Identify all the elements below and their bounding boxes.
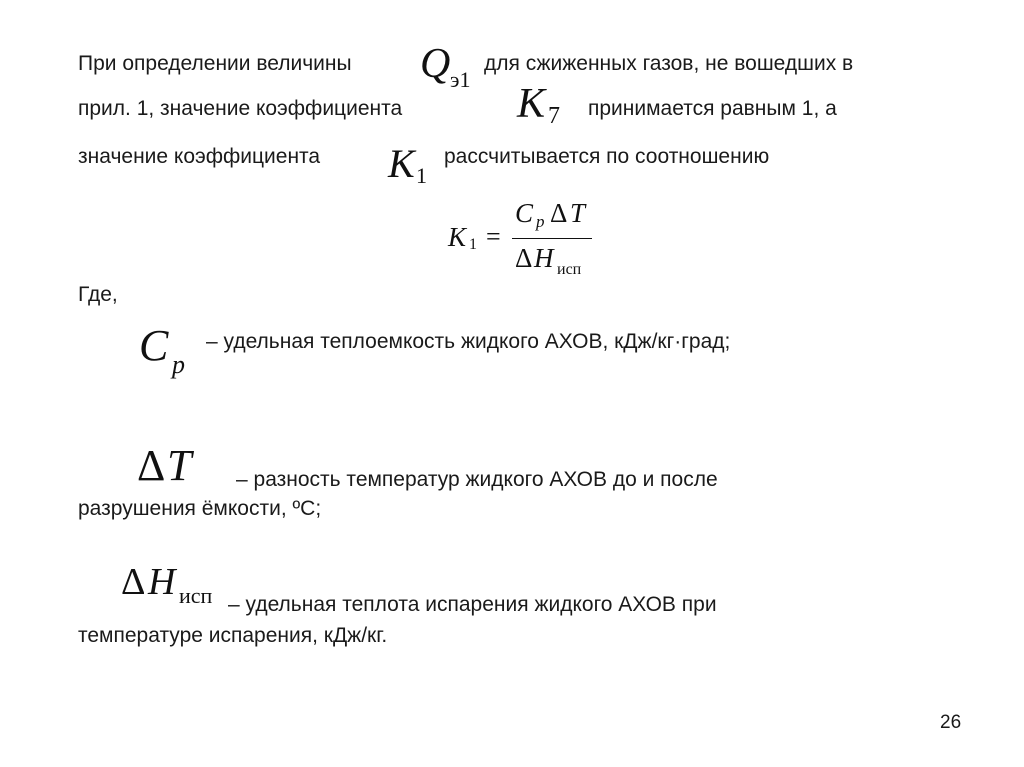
formula-k-subscript: 1 — [469, 236, 477, 253]
def-symbol-h: H — [148, 561, 176, 603]
def-symbol-delta-h: Δ — [121, 561, 146, 603]
formula-k: K — [448, 222, 467, 252]
formula-h: H — [534, 243, 554, 273]
symbol-k7: K — [517, 81, 546, 127]
page-number: 26 — [940, 712, 962, 733]
symbol-k1: K — [388, 141, 415, 186]
def-symbol-t: T — [167, 441, 192, 490]
formula-equals: = — [486, 222, 501, 251]
text-line1-end: для сжиженных газов, не вошедших в — [484, 52, 854, 75]
symbol-k1-subscript: 1 — [416, 163, 427, 188]
text-line2-start: прил. 1, значение коэффициента — [78, 97, 403, 120]
def-symbol-p: p — [172, 350, 185, 379]
def-symbol-c: C — [139, 321, 169, 370]
formula-delta-top: Δ — [550, 198, 568, 228]
def-cp-text: – удельная теплоемкость жидкого АХОВ, кДж/кг·град; — [206, 330, 731, 353]
def-symbol-delta-t: Δ — [137, 441, 166, 490]
def-dt-text-1: – разность температур жидкого АХОВ до и после — [236, 468, 718, 491]
symbol-q: Q — [420, 41, 451, 87]
formula-isp: исп — [557, 261, 582, 278]
def-dh-text-1: – удельная теплота испарения жидкого АХОВ при — [228, 593, 717, 616]
def-dh-text-2: температуре испарения, кДж/кг. — [78, 624, 388, 647]
where-label: Где, — [78, 283, 118, 306]
formula-t: T — [570, 198, 586, 228]
def-symbol-isp: исп — [179, 583, 213, 608]
text-line3-start: значение коэффициента — [78, 145, 321, 168]
def-dt-text-2: разрушения ёмкости, ºС; — [78, 497, 322, 520]
formula-delta-bottom: Δ — [515, 243, 533, 273]
text-line1-start: При определении величины — [78, 52, 352, 75]
symbol-q-subscript: э1 — [450, 67, 471, 92]
formula-c: C — [515, 198, 534, 228]
formula-p: p — [536, 212, 545, 231]
fraction-bar — [512, 238, 592, 239]
text-line3-end: рассчитывается по соотношению — [444, 145, 770, 168]
text-line2-end: принимается равным 1, а — [588, 97, 837, 120]
symbol-k7-subscript: 7 — [548, 103, 560, 129]
